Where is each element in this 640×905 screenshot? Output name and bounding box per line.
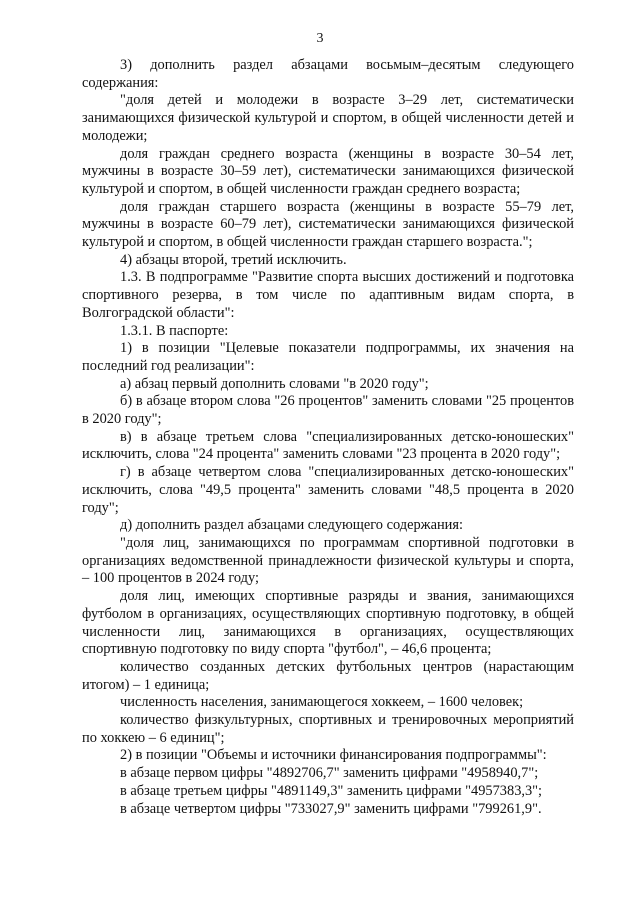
paragraph-subitem-d: д) дополнить раздел абзацами следующего содержания: (120, 517, 463, 534)
paragraph-subitem-g: г) в абзаце четвертом слова "специализированных детско-юношеских" исключить, слова "49,5 процента" заменить словами "48,5 процента в 2020 году"; (82, 464, 574, 516)
paragraph-share-middle-age: доля граждан среднего возраста (женщины в возрасте 30–54 лет, мужчины в возрасте 30–59 лет), систематически занимающихся физической культурой и спортом, в общей численности граждан среднего возраста; (82, 145, 574, 197)
paragraph-financing-first: в абзаце первом цифры "4892706,7" заменить цифрами "4958940,7"; (120, 765, 539, 782)
paragraph-financing: 2) в позиции "Объемы и источники финансирования подпрограммы": (120, 747, 547, 764)
paragraph-share-older-age: доля граждан старшего возраста (женщины в возрасте 55–79 лет, мужчины в возрасте 60–79 лет), систематически занимающихся физической культурой и спортом, в общей численности граждан старшего возраста."; (82, 198, 574, 251)
paragraph-football-centers: количество созданных детских футбольных центров (нарастающим итогом) – 1 единица; (82, 658, 574, 693)
paragraph-share-youth: "доля детей и молодежи в возрасте 3–29 лет, систематически занимающихся физической культурой и спортом, в общей численности детей и молодежи; (82, 92, 574, 144)
paragraph-section-1-3-1: 1.3.1. В паспорте: (120, 322, 229, 339)
paragraph-hockey-population: численность населения, занимающегося хоккеем, – 1600 человек; (120, 694, 524, 711)
paragraph-target-indicators: 1) в позиции "Целевые показатели подпрограммы, их значения на последний год реализации": (82, 340, 574, 374)
paragraph-subitem-v: в) в абзаце третьем слова "специализированных детско-юношеских" исключить, слова "24 процента" заменить словами "23 процента в 2020 году"; (82, 428, 574, 463)
paragraph-item-3: 3) дополнить раздел абзацами восьмым–десятым следующего содержания: (82, 57, 574, 91)
document-body (82, 57, 574, 818)
paragraph-subitem-a: а) абзац первый дополнить словами "в 2020 году"; (120, 375, 429, 392)
paragraph-share-sports-training: "доля лиц, занимающихся по программам спортивной подготовки в организациях ведомственной принадлежности физической культуры и спорта, – 100 процентов в 2024 году; (82, 534, 574, 587)
page-number: 3 (316, 31, 324, 46)
paragraph-financing-fourth: в абзаце четвертом цифры "733027,9" заменить цифрами "799261,9". (120, 800, 542, 817)
paragraph-section-1-3: 1.3. В подпрограмме "Развитие спорта высших достижений и подготовка спортивного резерва, в том числе по адаптивным видам спорта, в Волгоградской области": (82, 269, 574, 321)
paragraph-hockey-events: количество физкультурных, спортивных и тренировочных мероприятий по хоккею – 6 единиц"; (82, 712, 574, 746)
paragraph-share-football: доля лиц, имеющих спортивные разряды и звания, занимающихся футболом в организациях, осуществляющих спортивную подготовку, в общей численности лиц, занимающихся в организациях, осуществляющих спортивную подготовку по виду спорта "футбол", – 46,6 процента; (82, 588, 574, 658)
paragraph-item-4: 4) абзацы второй, третий исключить. (120, 251, 347, 268)
paragraph-subitem-b: б) в абзаце втором слова "26 процентов" заменить словами "25 процентов в 2020 году"; (82, 393, 574, 428)
paragraph-financing-third: в абзаце третьем цифры "4891149,3" заменить цифрами "4957383,3"; (120, 782, 543, 799)
